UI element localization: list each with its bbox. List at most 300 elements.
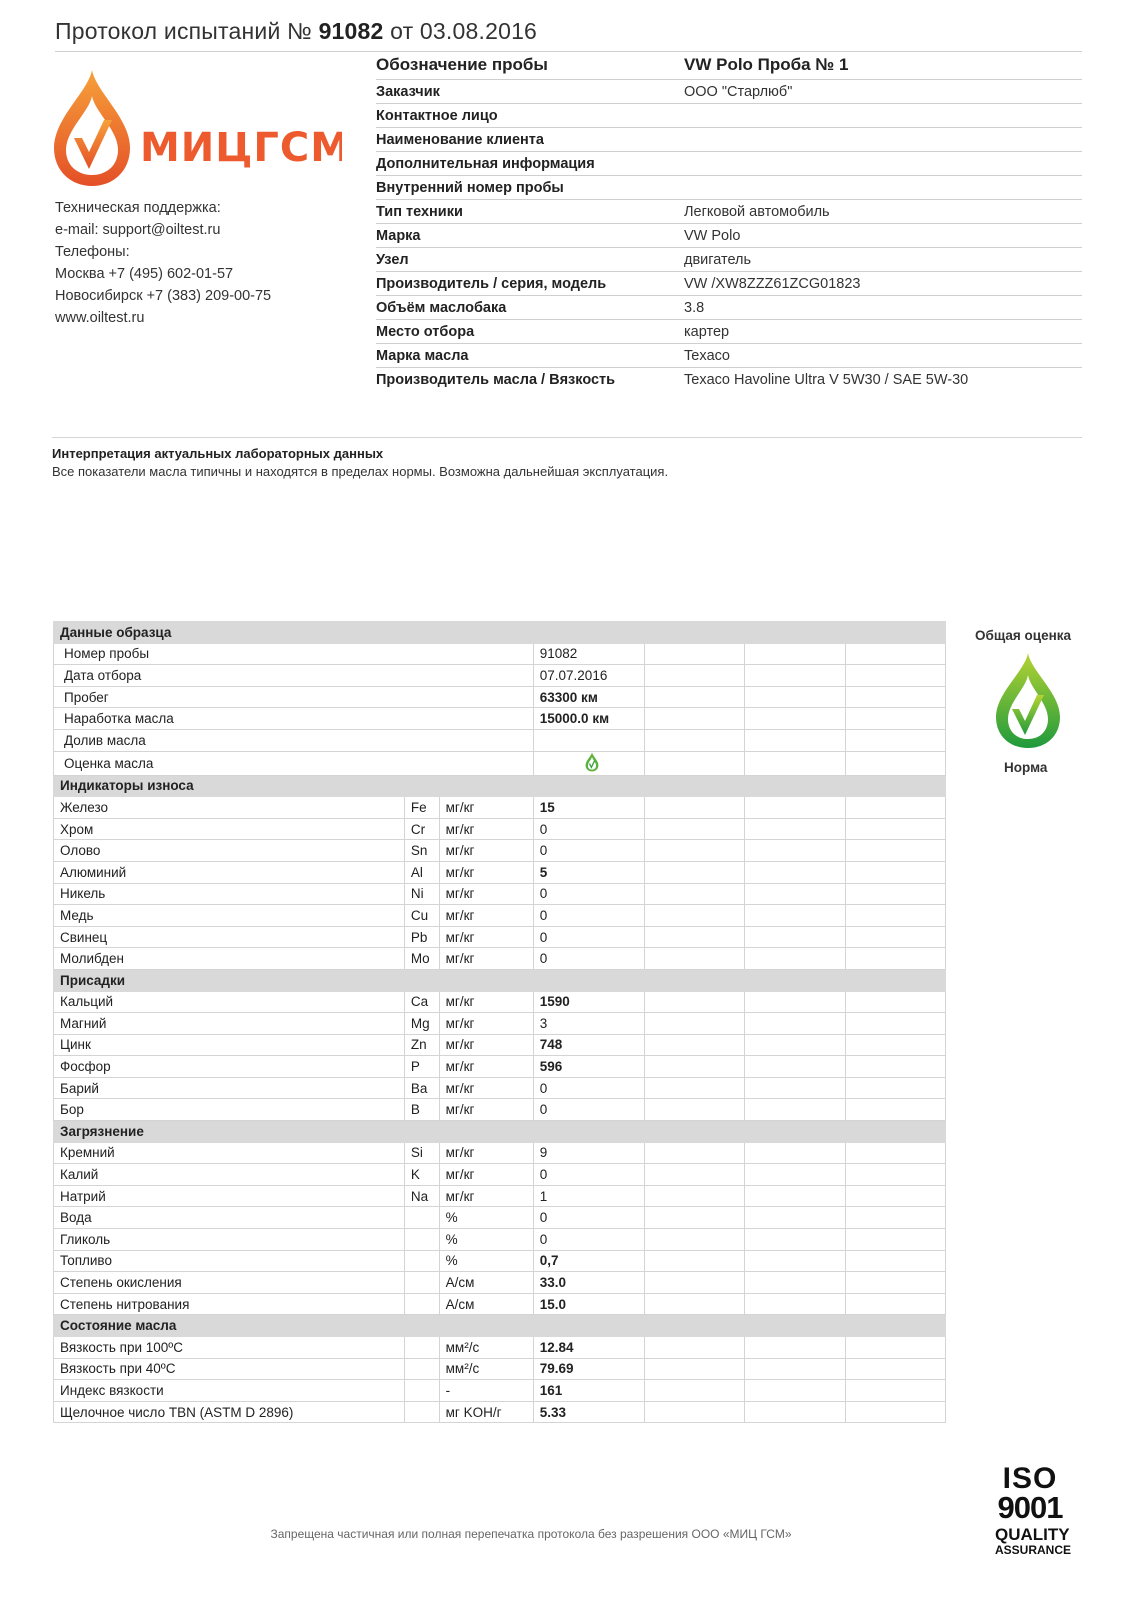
row-name: Кальций	[54, 991, 405, 1013]
report-number: 91082	[318, 18, 384, 44]
empty-cell	[644, 665, 744, 687]
empty-cell	[745, 1056, 845, 1078]
empty-cell	[745, 905, 845, 927]
iso-line-2: 9001	[997, 1490, 1063, 1525]
row-value: 9	[533, 1142, 644, 1164]
info-label: Тип техники	[376, 203, 463, 220]
info-row	[376, 224, 1082, 248]
empty-cell	[644, 1077, 744, 1099]
row-symbol: Na	[404, 1185, 439, 1207]
table-row	[54, 948, 946, 970]
empty-cell	[845, 926, 945, 948]
empty-cell	[644, 1272, 744, 1294]
row-symbol	[404, 1293, 439, 1315]
row-unit: мм²/с	[439, 1358, 533, 1380]
report-title	[55, 18, 537, 45]
info-row	[376, 200, 1082, 224]
empty-cell	[745, 1034, 845, 1056]
empty-cell	[845, 1164, 945, 1186]
iso-line-4: ASSURANCE	[995, 1543, 1072, 1557]
info-label: Объём маслобака	[376, 299, 507, 316]
row-symbol	[404, 1401, 439, 1423]
info-value: VW Polo Проба № 1	[684, 55, 849, 74]
row-value: 79.69	[533, 1358, 644, 1380]
contact-line: Новосибирск +7 (383) 209-00-75	[55, 288, 272, 304]
row-value: 63300 км	[533, 686, 644, 708]
empty-cell	[745, 991, 845, 1013]
empty-cell	[644, 1380, 744, 1402]
info-row	[376, 152, 1082, 176]
oil-ok-icon	[584, 752, 600, 772]
row-unit: мг/кг	[439, 818, 533, 840]
row-name: Дата отбора	[54, 665, 534, 687]
table-row	[54, 1207, 946, 1229]
row-unit: %	[439, 1229, 533, 1251]
empty-cell	[845, 1056, 945, 1078]
row-name: Вязкость при 40ºC	[54, 1358, 405, 1380]
row-symbol	[404, 1250, 439, 1272]
empty-cell	[644, 883, 744, 905]
table-row	[54, 1185, 946, 1207]
row-symbol: Fe	[404, 797, 439, 819]
row-unit: А/см	[439, 1272, 533, 1294]
empty-cell	[644, 1034, 744, 1056]
section-header-row	[54, 1315, 946, 1337]
logo-wordmark-graphic	[140, 125, 342, 169]
info-label: Внутренний номер пробы	[376, 179, 564, 196]
row-name: Кремний	[54, 1142, 405, 1164]
empty-cell	[644, 948, 744, 970]
empty-cell	[745, 797, 845, 819]
row-name: Медь	[54, 905, 405, 927]
table-row	[54, 861, 946, 883]
row-symbol	[404, 1272, 439, 1294]
table-row	[54, 1401, 946, 1423]
info-row	[376, 344, 1082, 368]
row-value: 33.0	[533, 1272, 644, 1294]
empty-cell	[845, 883, 945, 905]
row-name: Магний	[54, 1013, 405, 1035]
iso-line-3: QUALITY	[995, 1525, 1070, 1544]
empty-cell	[644, 1099, 744, 1121]
table-row	[54, 1380, 946, 1402]
overall-assessment-label: Норма	[1004, 760, 1048, 775]
empty-cell	[745, 1250, 845, 1272]
row-value: 91082	[533, 643, 644, 665]
interpretation-divider	[52, 437, 1082, 438]
empty-cell	[745, 665, 845, 687]
empty-cell	[745, 1272, 845, 1294]
row-unit: мг/кг	[439, 991, 533, 1013]
iso-line-1: ISO	[1002, 1462, 1058, 1495]
empty-cell	[644, 1056, 744, 1078]
empty-cell	[745, 1185, 845, 1207]
empty-cell	[845, 1358, 945, 1380]
row-symbol: Mg	[404, 1013, 439, 1035]
empty-cell	[745, 708, 845, 730]
row-value: 5	[533, 861, 644, 883]
empty-cell	[745, 729, 845, 751]
empty-cell	[644, 991, 744, 1013]
row-symbol: Al	[404, 861, 439, 883]
sample-info-table	[376, 51, 1082, 391]
row-unit: %	[439, 1207, 533, 1229]
row-unit: мг/кг	[439, 1185, 533, 1207]
section-title: Состояние масла	[54, 1315, 946, 1337]
empty-cell	[845, 1034, 945, 1056]
empty-cell	[845, 1099, 945, 1121]
row-unit: мг/кг	[439, 926, 533, 948]
row-value: 0	[533, 948, 644, 970]
table-row	[54, 1034, 946, 1056]
empty-cell	[745, 1013, 845, 1035]
row-value	[533, 751, 644, 775]
row-name: Степень нитрования	[54, 1293, 405, 1315]
empty-cell	[745, 643, 845, 665]
row-name: Оценка масла	[54, 751, 534, 775]
empty-cell	[745, 926, 845, 948]
row-unit: мг/кг	[439, 861, 533, 883]
section-title: Данные образца	[54, 622, 946, 644]
empty-cell	[644, 686, 744, 708]
row-symbol	[404, 1358, 439, 1380]
row-name: Железо	[54, 797, 405, 819]
empty-cell	[745, 840, 845, 862]
row-value: 1	[533, 1185, 644, 1207]
empty-cell	[644, 1185, 744, 1207]
empty-cell	[644, 926, 744, 948]
table-row	[54, 1250, 946, 1272]
report-date: от 03.08.2016	[390, 18, 538, 44]
empty-cell	[644, 861, 744, 883]
info-label: Производитель масла / Вязкость	[376, 371, 616, 388]
table-row	[54, 883, 946, 905]
contact-line: Москва +7 (495) 602-01-57	[55, 266, 234, 282]
info-label: Узел	[376, 251, 409, 268]
empty-cell	[845, 1229, 945, 1251]
row-value: 0	[533, 840, 644, 862]
row-value: 0	[533, 1207, 644, 1229]
empty-cell	[845, 861, 945, 883]
table-row	[54, 1056, 946, 1078]
row-unit: %	[439, 1250, 533, 1272]
row-name: Молибден	[54, 948, 405, 970]
row-value: 0	[533, 1229, 644, 1251]
row-value: 15.0	[533, 1293, 644, 1315]
empty-cell	[644, 818, 744, 840]
row-symbol	[404, 1380, 439, 1402]
row-value	[533, 729, 644, 751]
info-row	[376, 296, 1082, 320]
empty-cell	[745, 1099, 845, 1121]
row-symbol: B	[404, 1099, 439, 1121]
empty-cell	[845, 1380, 945, 1402]
empty-cell	[745, 818, 845, 840]
logo-drop-icon	[52, 68, 142, 193]
overall-ok-drop-icon	[990, 651, 1066, 751]
row-unit: мг/кг	[439, 1056, 533, 1078]
empty-cell	[745, 1207, 845, 1229]
row-unit: мг/кг	[439, 905, 533, 927]
empty-cell	[845, 665, 945, 687]
row-unit: мг/кг	[439, 1164, 533, 1186]
contact-line[interactable]: e-mail: support@oiltest.ru	[55, 222, 221, 238]
row-name: Номер пробы	[54, 643, 534, 665]
section-title: Индикаторы износа	[54, 775, 946, 797]
table-row	[54, 729, 946, 751]
logo-wordmark	[140, 125, 342, 179]
row-value: 0	[533, 1164, 644, 1186]
empty-cell	[644, 797, 744, 819]
info-label: Место отбора	[376, 323, 475, 340]
table-row	[54, 840, 946, 862]
row-unit: мм²/с	[439, 1337, 533, 1359]
row-symbol: Ba	[404, 1077, 439, 1099]
section-title: Присадки	[54, 969, 946, 991]
row-name: Свинец	[54, 926, 405, 948]
row-name: Фосфор	[54, 1056, 405, 1078]
info-value: 3.8	[684, 299, 705, 316]
footer-note: Запрещена частичная или полная перепечатка протокола без разрешения ООО «МИЦ ГСМ»	[270, 1527, 792, 1541]
row-unit: мг/кг	[439, 1013, 533, 1035]
report-title-prefix: Протокол испытаний №	[55, 18, 312, 44]
row-unit: -	[439, 1380, 533, 1402]
table-row	[54, 708, 946, 730]
info-value: двигатель	[684, 251, 752, 268]
info-label: Наименование клиента	[376, 131, 544, 148]
info-label: Производитель / серия, модель	[376, 275, 607, 292]
empty-cell	[845, 729, 945, 751]
empty-cell	[644, 708, 744, 730]
section-header-row	[54, 775, 946, 797]
results-table	[53, 621, 946, 1423]
company-logo	[52, 68, 342, 193]
row-unit: мг/кг	[439, 1099, 533, 1121]
empty-cell	[644, 905, 744, 927]
row-symbol: K	[404, 1164, 439, 1186]
empty-cell	[745, 1164, 845, 1186]
empty-cell	[644, 1337, 744, 1359]
row-name: Пробег	[54, 686, 534, 708]
info-label: Контактное лицо	[376, 107, 498, 124]
table-row	[54, 1293, 946, 1315]
table-row	[54, 751, 946, 775]
row-name: Щелочное число TBN (ASTM D 2896)	[54, 1401, 405, 1423]
contacts-block	[55, 197, 271, 329]
empty-cell	[845, 1272, 945, 1294]
row-name: Наработка масла	[54, 708, 534, 730]
row-name: Степень окисления	[54, 1272, 405, 1294]
table-row	[54, 1272, 946, 1294]
row-value: 0	[533, 883, 644, 905]
row-name: Олово	[54, 840, 405, 862]
table-row	[54, 1358, 946, 1380]
row-name: Гликоль	[54, 1229, 405, 1251]
table-row	[54, 991, 946, 1013]
row-name: Долив масла	[54, 729, 534, 751]
row-name: Индекс вязкости	[54, 1380, 405, 1402]
row-name: Калий	[54, 1164, 405, 1186]
info-row	[376, 368, 1082, 391]
empty-cell	[845, 797, 945, 819]
table-row	[54, 643, 946, 665]
info-row	[376, 80, 1082, 104]
table-row	[54, 1013, 946, 1035]
row-name: Вода	[54, 1207, 405, 1229]
row-name: Цинк	[54, 1034, 405, 1056]
empty-cell	[745, 1229, 845, 1251]
row-value: 3	[533, 1013, 644, 1035]
info-row	[376, 320, 1082, 344]
row-value: 15	[533, 797, 644, 819]
table-row	[54, 905, 946, 927]
row-unit: мг/кг	[439, 1034, 533, 1056]
empty-cell	[644, 1207, 744, 1229]
row-symbol: Sn	[404, 840, 439, 862]
row-value: 161	[533, 1380, 644, 1402]
row-symbol	[404, 1229, 439, 1251]
row-unit: мг/кг	[439, 1142, 533, 1164]
empty-cell	[745, 1401, 845, 1423]
row-value: 1590	[533, 991, 644, 1013]
empty-cell	[845, 1207, 945, 1229]
table-row	[54, 1337, 946, 1359]
info-row	[376, 128, 1082, 152]
row-value: 0	[533, 905, 644, 927]
info-value: Легковой автомобиль	[684, 203, 830, 220]
info-value: ООО "Старлюб"	[684, 83, 793, 100]
empty-cell	[745, 1077, 845, 1099]
row-unit: мг/кг	[439, 840, 533, 862]
row-value: 596	[533, 1056, 644, 1078]
info-row	[376, 104, 1082, 128]
table-row	[54, 1077, 946, 1099]
empty-cell	[845, 818, 945, 840]
row-value: 0	[533, 818, 644, 840]
row-value: 12.84	[533, 1337, 644, 1359]
empty-cell	[845, 751, 945, 775]
empty-cell	[745, 883, 845, 905]
interpretation-text: Все показатели масла типичны и находятся в пределах нормы. Возможна дальнейшая эксплуатация.	[52, 464, 669, 479]
row-value: 0	[533, 1099, 644, 1121]
empty-cell	[644, 1293, 744, 1315]
table-row	[54, 797, 946, 819]
row-symbol	[404, 1207, 439, 1229]
row-value: 15000.0 км	[533, 708, 644, 730]
table-row	[54, 1142, 946, 1164]
contact-line[interactable]: www.oiltest.ru	[55, 310, 145, 326]
empty-cell	[845, 1337, 945, 1359]
contact-line: Телефоны:	[55, 244, 130, 260]
empty-cell	[644, 1401, 744, 1423]
info-value: VW Polo	[684, 227, 741, 244]
table-row	[54, 686, 946, 708]
empty-cell	[845, 948, 945, 970]
info-row	[376, 176, 1082, 200]
empty-cell	[745, 1337, 845, 1359]
empty-cell	[745, 1358, 845, 1380]
empty-cell	[845, 1185, 945, 1207]
row-name: Бор	[54, 1099, 405, 1121]
info-row	[376, 51, 1082, 80]
row-symbol: Pb	[404, 926, 439, 948]
table-row	[54, 1164, 946, 1186]
row-unit: мг/кг	[439, 1077, 533, 1099]
empty-cell	[644, 1229, 744, 1251]
empty-cell	[644, 1358, 744, 1380]
info-value: картер	[684, 323, 730, 340]
empty-cell	[644, 840, 744, 862]
row-unit: мг KOH/г	[439, 1401, 533, 1423]
contact-line: Техническая поддержка:	[55, 200, 221, 216]
empty-cell	[644, 1164, 744, 1186]
empty-cell	[845, 905, 945, 927]
row-symbol: Cr	[404, 818, 439, 840]
empty-cell	[845, 840, 945, 862]
empty-cell	[845, 991, 945, 1013]
row-value: 0,7	[533, 1250, 644, 1272]
info-value: VW /XW8ZZZ61ZCG01823	[684, 275, 861, 292]
empty-cell	[644, 751, 744, 775]
row-unit: мг/кг	[439, 797, 533, 819]
info-label: Обозначение пробы	[376, 55, 548, 74]
info-row	[376, 272, 1082, 296]
table-row	[54, 926, 946, 948]
row-name: Топливо	[54, 1250, 405, 1272]
empty-cell	[845, 1250, 945, 1272]
empty-cell	[644, 1250, 744, 1272]
row-unit: мг/кг	[439, 948, 533, 970]
row-unit: мг/кг	[439, 883, 533, 905]
row-unit: А/см	[439, 1293, 533, 1315]
empty-cell	[745, 1142, 845, 1164]
info-label: Заказчик	[376, 83, 440, 100]
section-header-row	[54, 622, 946, 644]
empty-cell	[845, 1293, 945, 1315]
row-name: Натрий	[54, 1185, 405, 1207]
row-symbol: Zn	[404, 1034, 439, 1056]
overall-assessment-title: Общая оценка	[975, 628, 1072, 643]
row-symbol: Ni	[404, 883, 439, 905]
empty-cell	[845, 1142, 945, 1164]
empty-cell	[845, 686, 945, 708]
row-symbol	[404, 1337, 439, 1359]
info-value: Texaco	[684, 347, 730, 364]
empty-cell	[644, 729, 744, 751]
row-value: 5.33	[533, 1401, 644, 1423]
section-title: Загрязнение	[54, 1121, 946, 1143]
row-value: 748	[533, 1034, 644, 1056]
empty-cell	[644, 1013, 744, 1035]
empty-cell	[845, 1401, 945, 1423]
row-name: Алюминий	[54, 861, 405, 883]
table-row	[54, 665, 946, 687]
info-row	[376, 248, 1082, 272]
empty-cell	[745, 1380, 845, 1402]
empty-cell	[745, 751, 845, 775]
row-name: Хром	[54, 818, 405, 840]
row-symbol: P	[404, 1056, 439, 1078]
empty-cell	[845, 1077, 945, 1099]
empty-cell	[845, 643, 945, 665]
row-value: 07.07.2016	[533, 665, 644, 687]
row-symbol: Si	[404, 1142, 439, 1164]
row-value: 0	[533, 926, 644, 948]
iso-9001-badge	[995, 1462, 1072, 1557]
empty-cell	[745, 861, 845, 883]
logo-wordmark-text: МИЦГСМ	[140, 125, 342, 169]
empty-cell	[644, 643, 744, 665]
